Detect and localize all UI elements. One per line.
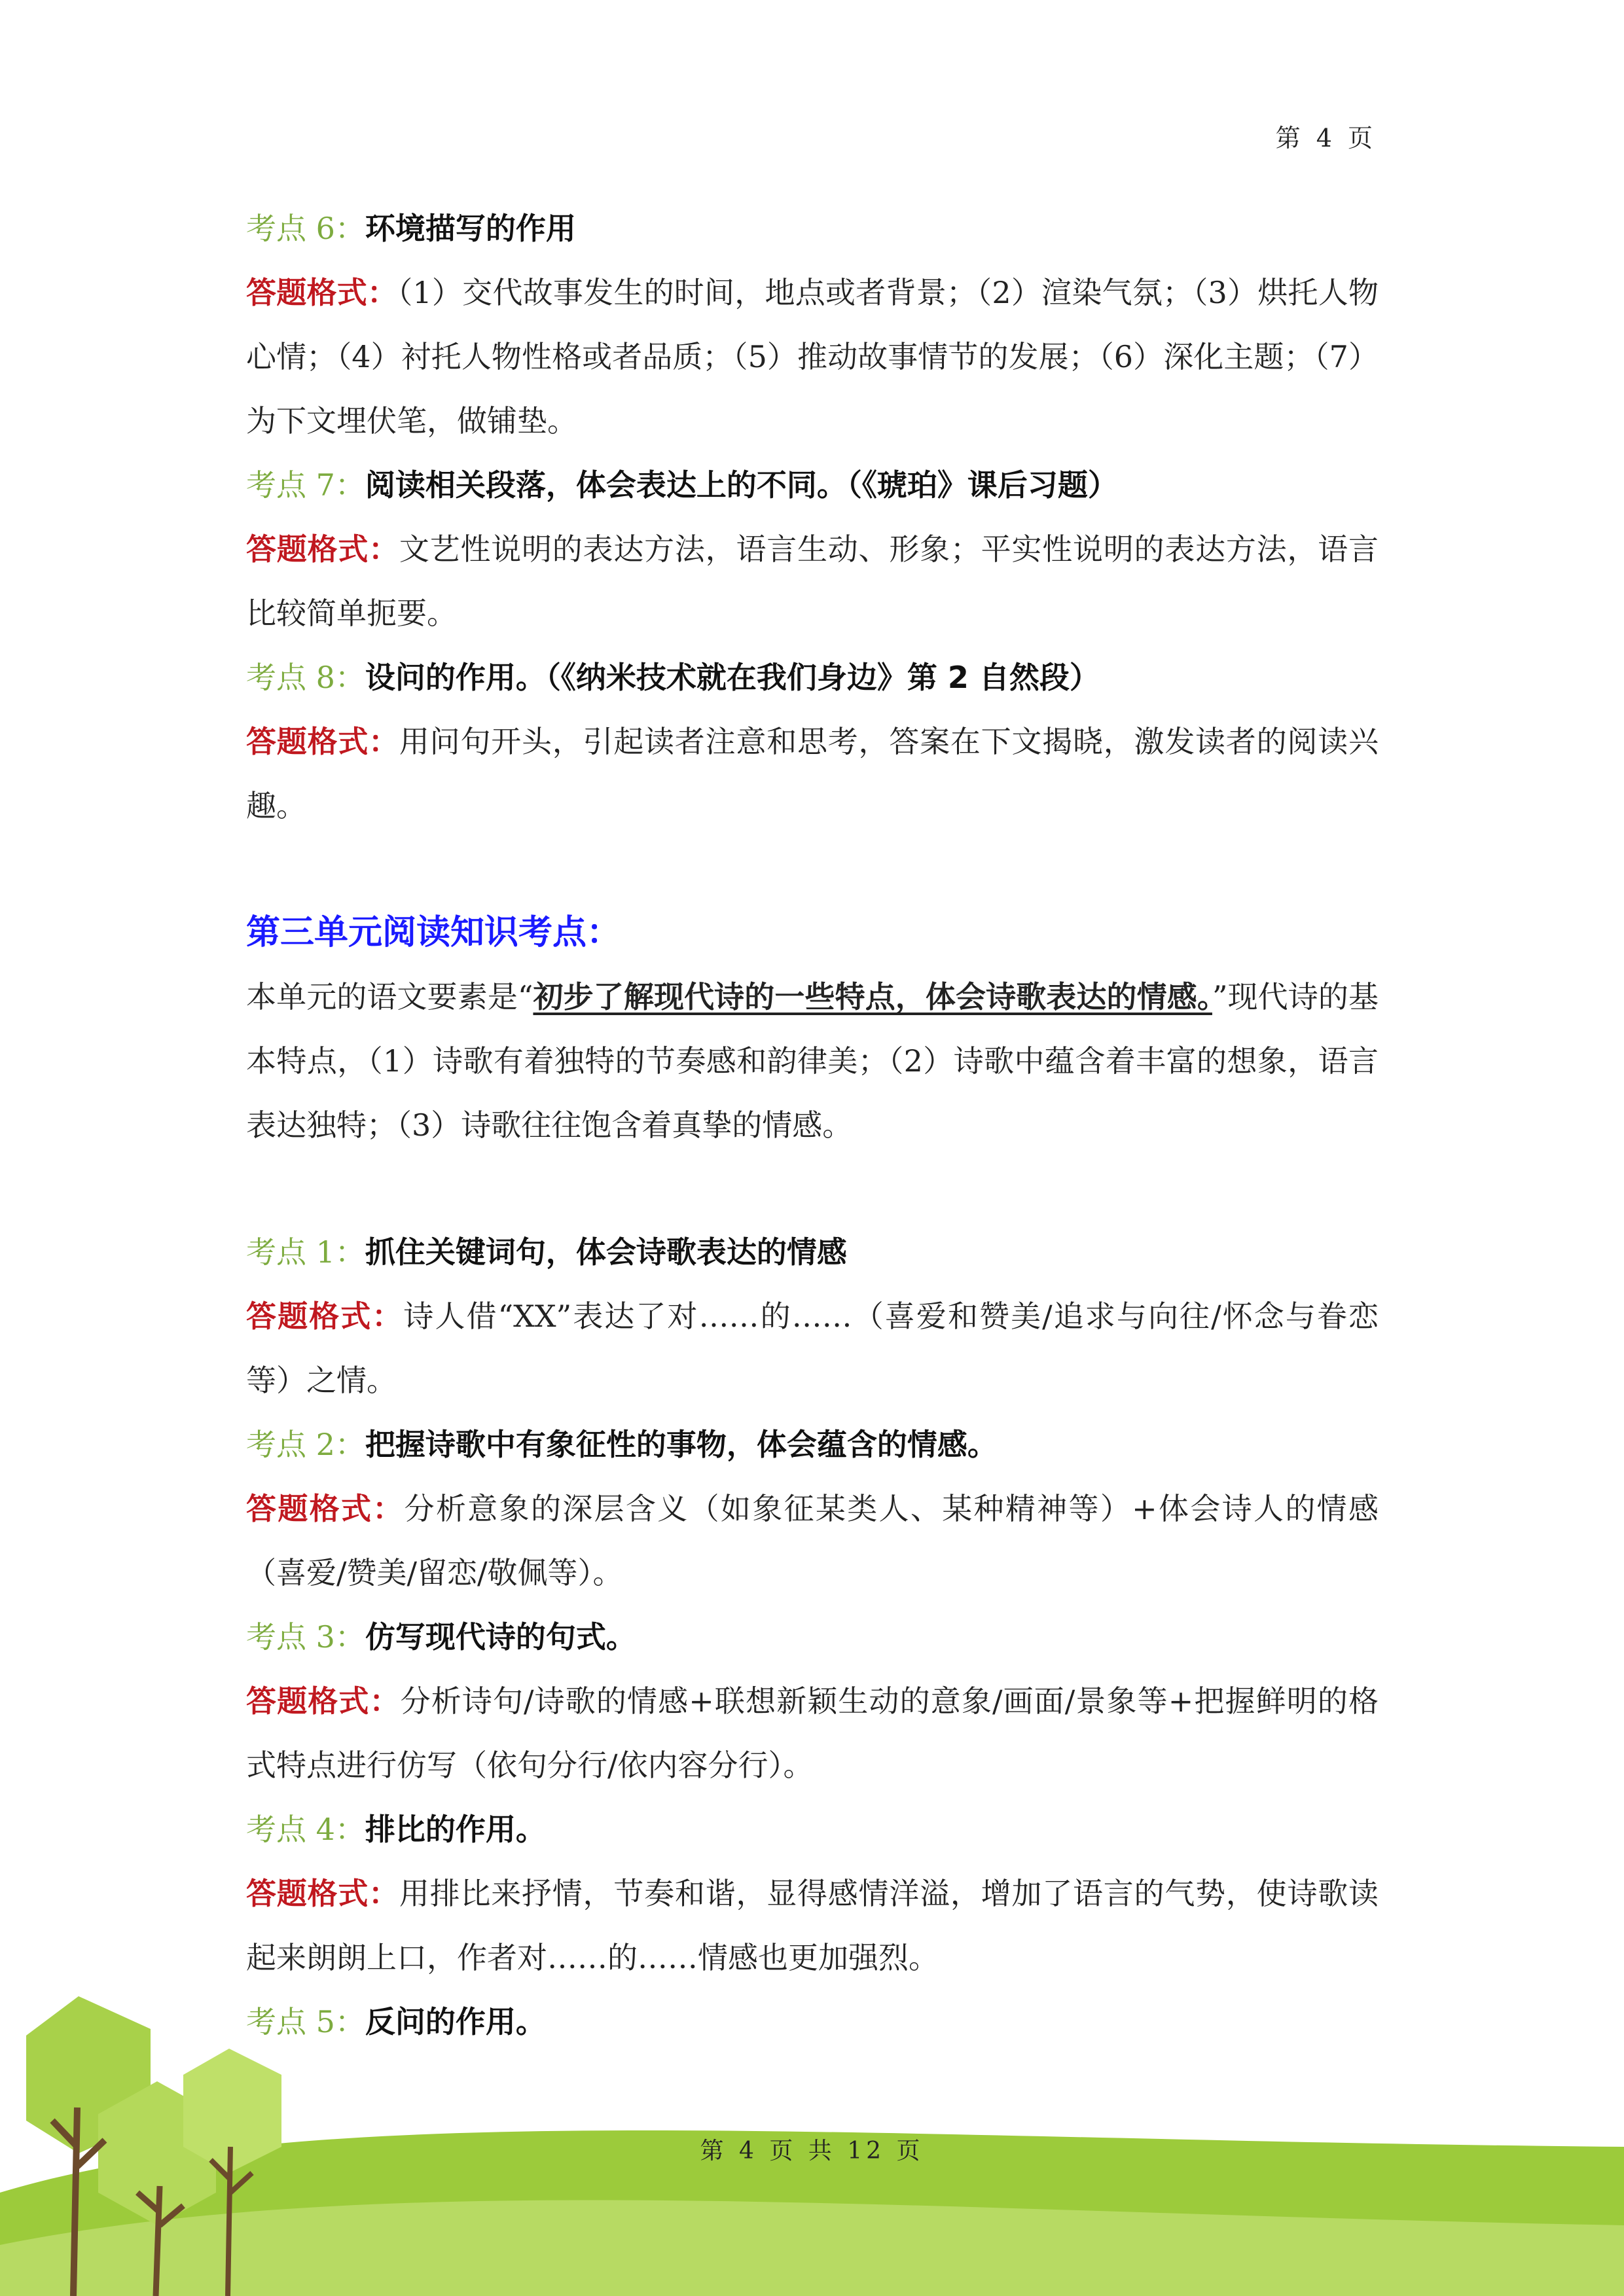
kaodian-label: 考点 1： xyxy=(246,1234,365,1270)
kaodian-6 xyxy=(246,196,1379,260)
answer-format-text: 分析意象的深层含义（如象征某类人、某种精神等）+体会诗人的情感（喜爱/赞美/留恋/敬佩等）。 xyxy=(246,1491,1379,1590)
answer-format-6 xyxy=(246,260,1379,453)
kaodian-8 xyxy=(246,645,1379,709)
answer-format-text: 用排比来抒情，节奏和谐，显得感情洋溢，增加了语言的气势，使诗歌读起来朗朗上口，作者对……的……情感也更加强烈。 xyxy=(246,1876,1379,1975)
kaodian-label: 考点 7： xyxy=(246,467,365,503)
answer-format-text: 用问句开头，引起读者注意和思考，答案在下文揭晓，激发读者的阅读兴趣。 xyxy=(246,724,1379,823)
kaodian-title: 抓住关键词句，体会诗歌表达的情感 xyxy=(365,1234,847,1270)
kaodian-2 xyxy=(246,1412,1379,1477)
answer-format-label: 答题格式： xyxy=(246,531,399,567)
kaodian-1 xyxy=(246,1220,1379,1284)
answer-format-8 xyxy=(246,709,1379,838)
kaodian-title: 排比的作用。 xyxy=(365,1812,546,1847)
section-intro xyxy=(246,965,1379,1157)
kaodian-label: 考点 5： xyxy=(246,2004,365,2039)
answer-format-4 xyxy=(246,1861,1379,1990)
intro-suffix: ”现代诗的基本特点，（1）诗歌有着独特的节奏感和韵律美；（2）诗歌中蕴含着丰富的想象，语言表达独特；（3）诗歌往往饱含着真挚的情感。 xyxy=(246,979,1379,1143)
kaodian-title: 反问的作用。 xyxy=(365,2004,546,2039)
kaodian-label: 考点 2： xyxy=(246,1427,365,1462)
kaodian-3 xyxy=(246,1605,1379,1669)
section-heading: 第三单元阅读知识考点： xyxy=(246,913,621,952)
intro-prefix: 本单元的语文要素是“ xyxy=(246,979,533,1014)
document-body xyxy=(246,196,1379,2054)
spacer xyxy=(246,1157,1379,1220)
kaodian-label: 考点 8： xyxy=(246,660,365,695)
answer-format-label: 答题格式： xyxy=(246,275,398,310)
kaodian-7 xyxy=(246,453,1379,517)
kaodian-title: 环境描写的作用 xyxy=(365,211,576,246)
kaodian-label: 考点 6： xyxy=(246,211,365,246)
kaodian-title: 设问的作用。（《纳米技术就在我们身边》第 2 自然段） xyxy=(365,660,1100,695)
page-footer: 第 4 页 共 12 页 xyxy=(700,2138,924,2164)
page-header: 第 4 页 xyxy=(1275,124,1377,152)
kaodian-label: 考点 4： xyxy=(246,1812,365,1847)
answer-format-text: 分析诗句/诗歌的情感+联想新颖生动的意象/画面/景象等+把握鲜明的格式特点进行仿写（依句分行/依内容分行）。 xyxy=(246,1683,1379,1783)
answer-format-label: 答题格式： xyxy=(246,1876,399,1911)
answer-format-7 xyxy=(246,517,1379,645)
answer-format-text: 诗人借“XX”表达了对……的……（喜爱和赞美/追求与向往/怀念与眷恋等）之情。 xyxy=(246,1299,1379,1398)
spacer xyxy=(246,838,1379,901)
answer-format-label: 答题格式： xyxy=(246,1683,401,1719)
answer-format-label: 答题格式： xyxy=(246,1491,405,1526)
answer-format-3 xyxy=(246,1669,1379,1797)
kaodian-label: 考点 3： xyxy=(246,1619,365,1655)
kaodian-4 xyxy=(246,1797,1379,1861)
kaodian-title: 阅读相关段落，体会表达上的不同。（《琥珀》课后习题） xyxy=(365,467,1118,503)
answer-format-label: 答题格式： xyxy=(246,724,399,759)
answer-format-1 xyxy=(246,1284,1379,1412)
intro-emphasis: 初步了解现代诗的一些特点，体会诗歌表达的情感。 xyxy=(533,979,1212,1014)
answer-format-text: （1）交代故事发生的时间，地点或者背景；（2）渲染气氛；（3）烘托人物心情；（4）衬托人物性格或者品质；（5）推动故事情节的发展；（6）深化主题；（7）为下文埋伏笔，做铺垫。 xyxy=(246,275,1379,439)
kaodian-title: 仿写现代诗的句式。 xyxy=(365,1619,636,1655)
answer-format-text: 文艺性说明的表达方法，语言生动、形象；平实性说明的表达方法，语言比较简单扼要。 xyxy=(246,531,1379,631)
kaodian-title: 把握诗歌中有象征性的事物，体会蕴含的情感。 xyxy=(365,1427,998,1462)
answer-format-label: 答题格式： xyxy=(246,1299,404,1334)
answer-format-2 xyxy=(246,1477,1379,1605)
